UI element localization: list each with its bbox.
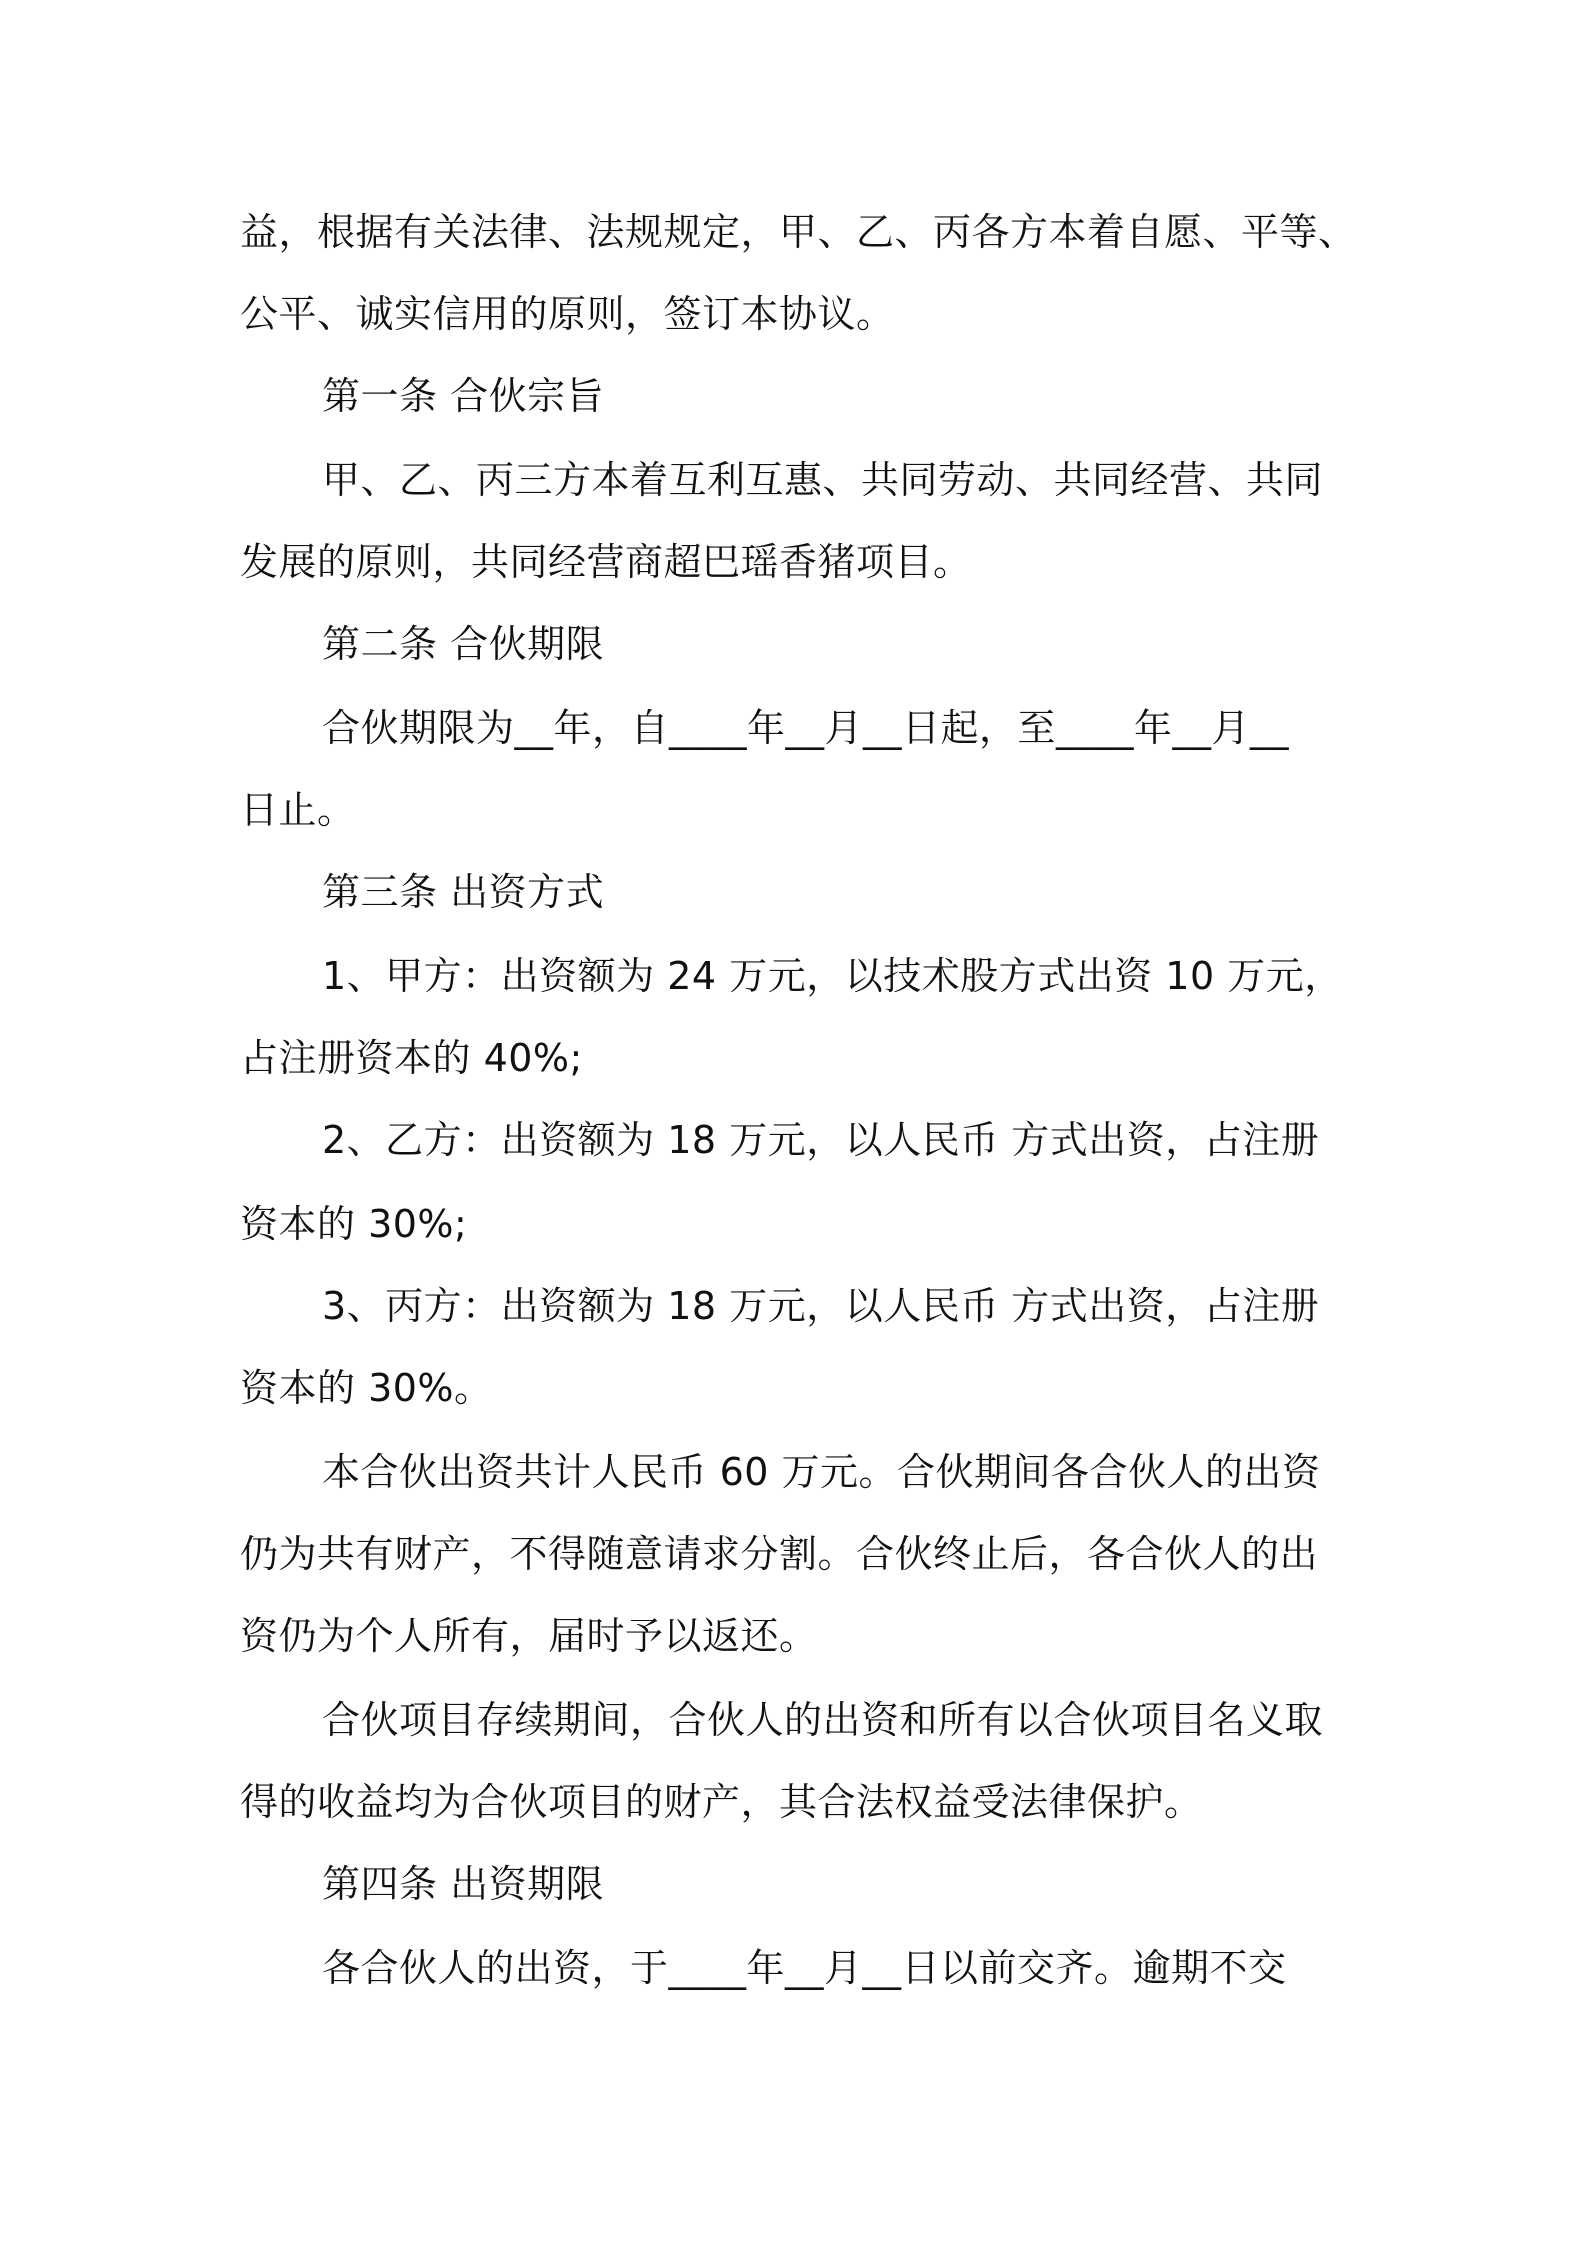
text-line: 得的收益均为合伙项目的财产，其合法权益受法律保护。	[240, 1780, 1203, 1824]
text-line: 各合伙人的出资，于____年__月__日以前交齐。逾期不交	[322, 1946, 1287, 1990]
text-line: 发展的原则，共同经营商超巴瑶香猪项目。	[240, 540, 972, 584]
text-line: 日止。	[240, 788, 356, 832]
text-line: 本合伙出资共计人民币 60 万元。合伙期间各合伙人的出资	[322, 1450, 1321, 1494]
text-line: 3、丙方：出资额为 18 万元，以人民币 方式出资，占注册	[322, 1284, 1320, 1328]
text-line: 1、甲方：出资额为 24 万元，以技术股方式出资 10 万元，	[322, 954, 1343, 998]
article-heading: 第二条 合伙期限	[322, 622, 605, 666]
article-heading: 第四条 出资期限	[322, 1862, 605, 1906]
text-line: 资本的 30%;	[240, 1202, 468, 1246]
text-line: 资仍为个人所有，届时予以返还。	[240, 1614, 818, 1658]
text-line: 资本的 30%。	[240, 1366, 493, 1410]
text-line: 甲、乙、丙三方本着互利互惠、共同劳动、共同经营、共同	[322, 458, 1324, 502]
article-heading: 第一条 合伙宗旨	[322, 374, 605, 418]
text-line: 占注册资本的 40%;	[240, 1036, 583, 1080]
article-heading: 第三条 出资方式	[322, 870, 605, 914]
text-line: 公平、诚实信用的原则，签订本协议。	[240, 292, 895, 336]
text-line: 合伙项目存续期间，合伙人的出资和所有以合伙项目名义取	[322, 1698, 1324, 1742]
text-line: 2、乙方：出资额为 18 万元，以人民币 方式出资，占注册	[322, 1118, 1320, 1162]
text-line: 合伙期限为__年，自____年__月__日起，至____年__月__	[322, 706, 1290, 750]
text-line: 益，根据有关法律、法规规定，甲、乙、丙各方本着自愿、平等、	[240, 210, 1357, 254]
text-line: 仍为共有财产，不得随意请求分割。合伙终止后，各合伙人的出	[240, 1532, 1319, 1576]
